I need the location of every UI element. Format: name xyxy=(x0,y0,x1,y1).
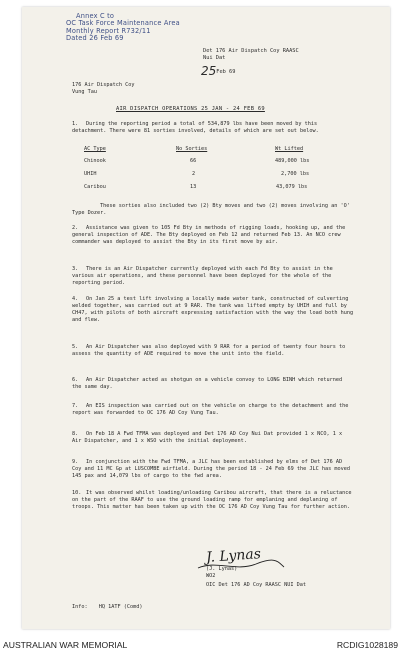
paragraph-text: An Air Dispatcher was also deployed with 9 RAR for a period of twenty four hours to assess the quantity of ADE required to move the unit into the field. xyxy=(72,344,346,358)
location-header: Nui Dat xyxy=(203,55,226,61)
handwritten-signature: J. Lynas xyxy=(205,546,262,566)
table-cell: 66 xyxy=(190,158,197,164)
table-cell: 489,000 lbs xyxy=(275,158,310,164)
annotation-line: Dated 26 Feb 69 xyxy=(66,34,124,43)
paragraph-number: 9. xyxy=(72,459,79,465)
table-cell: UHIH xyxy=(84,171,97,177)
info-text: HQ 1ATF (Comd) xyxy=(98,604,143,610)
paragraph-number: 5. xyxy=(72,344,79,350)
paragraph-text: In conjunction with the Fwd TFMA, a JLC has been established by elms of Det 176 AD Coy and 11 MC Gp at LUSCOMBE airfield. During the period 18 - 24 Feb 69 the JLC has moved 145 pax and 14,079 lbs of cargo to the fwd area. xyxy=(72,459,350,480)
paragraph-number: 2. xyxy=(72,225,79,231)
paragraph-number: 10. xyxy=(72,490,82,496)
annotation-line: Monthly Report R732/11 xyxy=(66,26,151,35)
table-cell: Chinook xyxy=(84,158,106,164)
info-line xyxy=(72,604,142,611)
table-header-ac-type: AC Type xyxy=(84,146,106,152)
paragraph-number: 4. xyxy=(72,296,79,302)
paragraph-number: 6. xyxy=(72,377,79,383)
paragraph-text: During the reporting period a total of 534,879 lbs have been moved by this detachment. There were 81 sorties involved, details of which are set out below. xyxy=(72,121,319,135)
annotation-line: Annex C to xyxy=(76,12,115,20)
paragraph-number: 7. xyxy=(72,403,79,409)
signatory-rank: WO2 xyxy=(206,573,216,579)
addressee xyxy=(72,82,134,96)
table-cell: 2 xyxy=(192,171,196,177)
addressee-line: Vung Tau xyxy=(72,89,97,96)
date-month-year: Feb 69 xyxy=(216,69,236,75)
paragraph-number: 8. xyxy=(72,431,79,437)
paragraph-text: An EIS inspection was carried out on the vehicle on charge to the detachment and the report was forwarded to OC 176 AD Coy Vung Tau. xyxy=(72,403,349,417)
paragraph-text: These sorties also included two (2) Bty moves and two (2) moves involving an 'O' Type Dozer. xyxy=(72,203,350,217)
table-cell: 13 xyxy=(190,184,197,190)
addressee-line: 176 Air Dispatch Coy xyxy=(72,82,135,88)
signatory-name: (J. Lynas) xyxy=(206,566,238,572)
signatory-appointment: OIC Det 176 AD Coy RAASC NUI Dat xyxy=(206,582,306,588)
document-date xyxy=(201,60,235,79)
table-cell: 43,079 lbs xyxy=(276,184,308,190)
paragraph-number: 1. xyxy=(72,121,79,127)
paragraph-text: An Air Dispatcher acted as shotgun on a vehicle convoy to LONG BINH which returned the same day. xyxy=(72,377,343,391)
table-cell: 2,700 lbs xyxy=(281,171,310,177)
paragraph-text: Assistance was given to 105 Fd Bty in methods of rigging loads, hooking up, and the general inspection of ADE. The Bty deployed on Feb 12 and returned Feb 13. An NCO crew commander was deployed to assist the Bty in its first move by air. xyxy=(72,225,346,246)
paragraph-text: There is an Air Dispatcher currently deployed with each Fd Bty to assist in the various air operations, and these personnel have been deployed for the whole of the reporting period. xyxy=(72,266,333,287)
paragraph-number: 3. xyxy=(72,266,79,272)
document-title: AIR DISPATCH OPERATIONS 25 JAN - 24 FEB 69 xyxy=(116,106,265,112)
unit-header: Det 176 Air Dispatch Coy RAASC xyxy=(203,48,299,54)
handwritten-annotation xyxy=(66,13,180,43)
archive-reference: RCDIG1028189 xyxy=(336,640,398,650)
info-label: Info: xyxy=(72,604,88,610)
paragraph-text: On Feb 18 A Fwd TFMA was deployed and Det 176 AD Coy Nui Dat provided 1 x NCO, 1 x Air Dispatcher, and 1 x WSO with the initial deployment. xyxy=(72,431,343,445)
date-day: 25 xyxy=(201,64,217,78)
table-header-weight: Wt Lifted xyxy=(275,146,304,152)
annotation-line: OC Task Force Maintenance Area xyxy=(66,19,180,28)
table-cell: Caribou xyxy=(84,184,106,190)
paragraph-text: It was observed whilst loading/unloading Caribou aircraft, that there is a reluctance on the part of the RAAF to use the ground loading ramp for emplaning and deplaning of troops. This matter has been taken up with the OC 176 AD Coy Vung Tau for further action. xyxy=(72,490,352,511)
paragraph-text: On Jan 25 a test lift involving a locally made water tank, constructed of culverting welded together, was carried out at 9 RAR. The tank was lifted empty by UHIH and full by CH47, with pilots of both aircraft expressing satisfaction with the way the load both hung and flew. xyxy=(72,296,354,324)
table-header-sorties: No Sorties xyxy=(176,146,208,152)
archive-credit: AUSTRALIAN WAR MEMORIAL xyxy=(3,640,128,650)
